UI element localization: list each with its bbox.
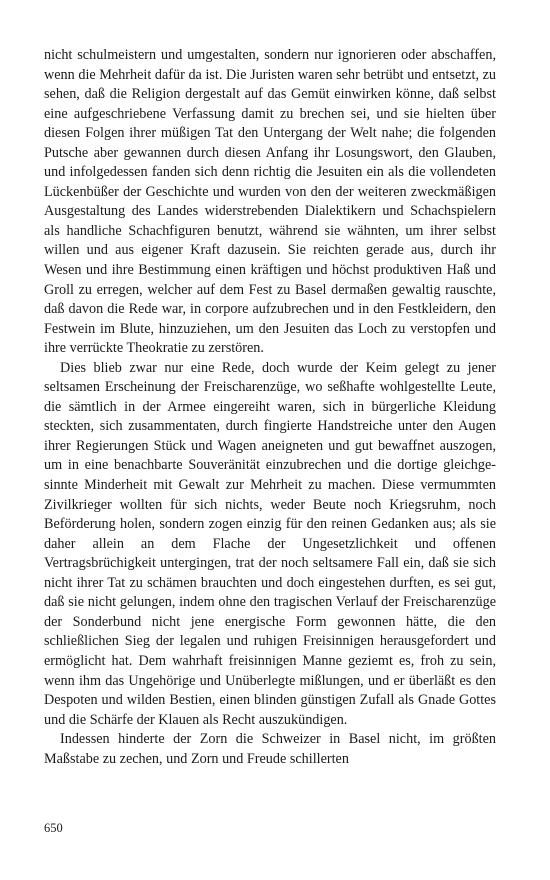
page-number: 650 <box>44 821 63 835</box>
paragraph-3: Indessen hinderte der Zorn die Schweizer in Basel nicht, im größten Maßstabe zu zechen, und Zorn und Freude schillerten <box>44 731 496 767</box>
paragraph-2: Dies blieb zwar nur eine Rede, doch wurde der Keim gelegt zu jener seltsamen Erscheinung der Freischarenzüge, wo seßhafte wohlgestellte Leute, die sämtlich in der Armee eingereiht waren, sich in bürgerliche Kleidung steckten, sich zusammentaten, durch fingierte Handstreiche unter den Augen ihrer Regierungen Stück und Wagen aneigneten und gut bewaffnet auszogen, um in eine benachbarte Souveränität einzubrechen und die dortige gleichgesinnte Minderheit mit Gewalt zur Mehrheit zu machen. Diese vermummten Zivilkrieger wollten für sich nichts, weder Beute noch Kriegsruhm, noch Beförderung holen, sondern zogen einzig für den reinen Gedanken aus; als sie daher allein an dem Flache der Ungesetzlichkeit und offenen Vertragsbrüchigkeit untergingen, trat der noch seltsamere Fall ein, daß sie sich nicht ihrer Tat zu schämen brauchten und doch eingestehen durften, es sei gut, daß sie nicht gelungen, indem ohne den tragischen Verlauf der Freischarenzüge der Sonderbund nicht jene energische Form gewonnen hätte, die den schließlichen Sieg der legalen und ruhigen Freisinnigen herausgefordert und ermöglicht hat. Dem wahrhaft freisinnigen Manne geziemt es, froh zu sein, wenn ihm das Ungehörige und Unüberlegte mißlungen, und er überläßt es den Despoten und wilden Bestien, einen blinden günstigen Zufall als Gnade Gottes und die Schärfe der Klauen als Recht auszukündigen. <box>44 359 496 728</box>
body-text <box>44 46 496 769</box>
paragraph-1: nicht schulmeistern und umgestalten, sondern nur ignorieren oder abschaffen, wenn die Mehrheit dafür da ist. Die Juristen waren sehr betrübt und entsetzt, zu sehen, daß die Religion dergestalt auf das Gemüt einwirken könne, daß selbst eine aufgeschriebene Verfassung damit zu brechen sei, und sie hielten über diesen Folgen ihrer müßigen Tat den Untergang der Welt nahe; die folgenden Putsche aber gewannen durch diesen Anfang ihr Losungswort, den Glauben, und infolgedessen fanden sich denn richtig die Jesuiten ein als die vollendeten Lückenbüßer der Geschichte und wurden von den der weiteren zweckmäßigen Ausgestaltung des Landes widerstrebenden Dialektikern und Schachspielern als handliche Schachfiguren benutzt, während sie wähnten, um ihrer selbst willen und aus eigener Kraft dazusein. Sie reichten gerade aus, durch ihr Wesen und ihre Bestimmung einen kräftigen und höchst produktiven Haß und Groll zu erregen, welcher auf dem Fest zu Basel dermaßen gewaltig rauschte, daß davon die Rede war, in corpore aufzubrechen und in den Festkleidern, den Festwein im Blute, hinzuziehen, um den Jesuiten das Loch zu verstopfen und ihre verrückte Theokratie zu zerstören. <box>44 47 496 357</box>
